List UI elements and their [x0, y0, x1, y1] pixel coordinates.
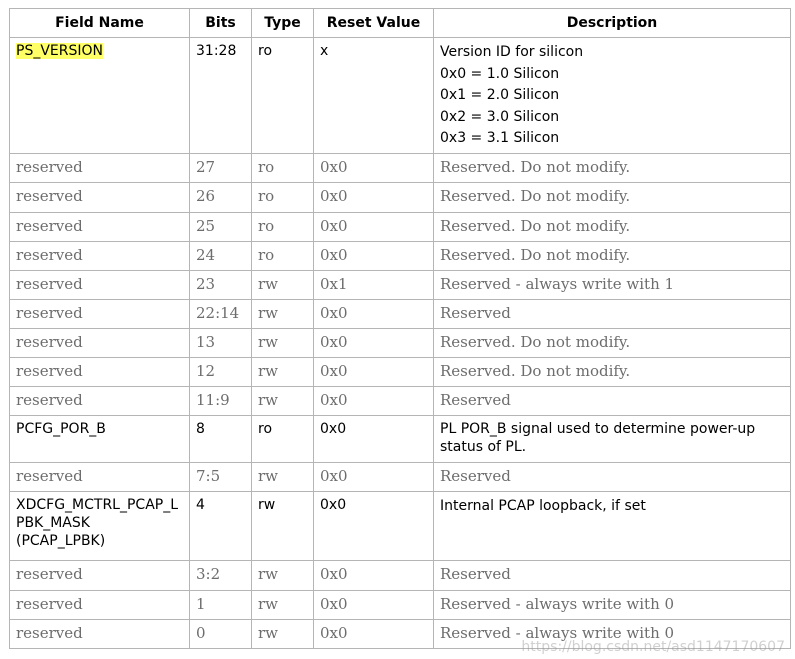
- field-name: reserved: [16, 623, 83, 642]
- header-reset-value: Reset Value: [314, 9, 434, 38]
- watermark-text: https://blog.csdn.net/asd1147170607: [521, 639, 785, 655]
- description-line: Internal PCAP loopback, if set: [440, 497, 646, 514]
- bits-cell: 11:9: [190, 386, 252, 415]
- field-name: XDCFG_MCTRL_PCAP_L: [16, 496, 179, 513]
- table-row: [10, 328, 791, 357]
- description-cell: [434, 328, 791, 357]
- type-cell: ro: [252, 241, 314, 270]
- bits-cell: 1: [190, 590, 252, 619]
- description-cell: [434, 38, 791, 154]
- type-cell: ro: [252, 38, 314, 154]
- description-cell: [434, 619, 791, 648]
- reset-value-cell: 0x0: [314, 212, 434, 241]
- description-line: Reserved. Do not modify.: [440, 361, 631, 380]
- description-line: 0x0 = 1.0 Silicon: [440, 65, 560, 82]
- field-name: reserved: [16, 216, 83, 235]
- description-line: Reserved. Do not modify.: [440, 157, 631, 176]
- description-cell: [434, 491, 791, 560]
- description-line: Reserved. Do not modify.: [440, 186, 631, 205]
- description-line: status of PL.: [440, 438, 527, 455]
- field-name-cell: [10, 560, 190, 590]
- field-name: PCFG_POR_B: [16, 420, 106, 437]
- bits-cell: 4: [190, 491, 252, 560]
- description-cell: [434, 560, 791, 590]
- field-name: reserved: [16, 332, 83, 351]
- table-row: [10, 270, 791, 299]
- type-cell: rw: [252, 462, 314, 491]
- description-line: Reserved. Do not modify.: [440, 245, 631, 264]
- table-row: [10, 357, 791, 386]
- field-name-cell: [10, 270, 190, 299]
- reset-value-cell: 0x0: [314, 182, 434, 212]
- bits-cell: 22:14: [190, 299, 252, 328]
- table-row: [10, 415, 791, 462]
- table-row: [10, 619, 791, 648]
- bits-cell: 12: [190, 357, 252, 386]
- bits-cell: 26: [190, 182, 252, 212]
- reset-value-cell: 0x0: [314, 153, 434, 182]
- field-name: reserved: [16, 303, 83, 322]
- table-row: [10, 153, 791, 182]
- description-cell: [434, 357, 791, 386]
- field-name-cell: [10, 241, 190, 270]
- bits-cell: 0: [190, 619, 252, 648]
- bits-cell: 3:2: [190, 560, 252, 590]
- table-row: [10, 241, 791, 270]
- field-name-cell: [10, 462, 190, 491]
- description-line: Reserved: [440, 303, 511, 322]
- reset-value-cell: 0x0: [314, 491, 434, 560]
- field-name: reserved: [16, 466, 83, 485]
- reset-value-cell: 0x0: [314, 299, 434, 328]
- field-name-cell: [10, 299, 190, 328]
- reset-value-cell: 0x0: [314, 560, 434, 590]
- header-description: Description: [434, 9, 791, 38]
- table-row: [10, 462, 791, 491]
- bits-cell: 23: [190, 270, 252, 299]
- description-line: Version ID for silicon: [440, 44, 584, 60]
- description-cell: [434, 212, 791, 241]
- field-name: reserved: [16, 245, 83, 264]
- header-bits: Bits: [190, 9, 252, 38]
- table-row: [10, 38, 791, 154]
- reset-value-cell: 0x0: [314, 328, 434, 357]
- description-line: Reserved. Do not modify.: [440, 332, 631, 351]
- description-cell: [434, 386, 791, 415]
- bits-cell: 7:5: [190, 462, 252, 491]
- type-cell: rw: [252, 299, 314, 328]
- field-name-cell: [10, 491, 190, 560]
- type-cell: rw: [252, 270, 314, 299]
- field-name-cell: [10, 212, 190, 241]
- reset-value-cell: 0x0: [314, 241, 434, 270]
- type-cell: ro: [252, 212, 314, 241]
- field-name: reserved: [16, 361, 83, 380]
- table-row: [10, 299, 791, 328]
- table-row: [10, 212, 791, 241]
- table-header-row: [10, 9, 791, 38]
- description-line: 0x3 = 3.1 Silicon: [440, 130, 560, 146]
- bits-cell: 25: [190, 212, 252, 241]
- bits-cell: 27: [190, 153, 252, 182]
- type-cell: rw: [252, 560, 314, 590]
- description-line: Reserved - always write with 0: [440, 594, 675, 613]
- description-line: 0x1 = 2.0 Silicon: [440, 87, 560, 103]
- register-field-table: [9, 8, 791, 649]
- description-cell: [434, 241, 791, 270]
- type-cell: rw: [252, 386, 314, 415]
- description-line: 0x2 = 3.0 Silicon: [440, 108, 560, 125]
- type-cell: ro: [252, 415, 314, 462]
- field-name: reserved: [16, 186, 83, 205]
- field-name: (PCAP_LPBK): [16, 532, 106, 549]
- description-line: Reserved: [440, 466, 511, 485]
- field-name: reserved: [16, 157, 83, 176]
- table-row: [10, 560, 791, 590]
- field-name-cell: [10, 153, 190, 182]
- field-name: reserved: [16, 594, 83, 613]
- reset-value-cell: 0x0: [314, 357, 434, 386]
- description-cell: [434, 270, 791, 299]
- description-line: Reserved. Do not modify.: [440, 216, 631, 235]
- type-cell: rw: [252, 590, 314, 619]
- description-line: Reserved - always write with 0: [440, 623, 675, 642]
- field-name-cell: [10, 182, 190, 212]
- reset-value-cell: 0x0: [314, 462, 434, 491]
- description-cell: [434, 415, 791, 462]
- description-line: Reserved: [440, 564, 511, 583]
- table-row: [10, 491, 791, 560]
- bits-cell: 24: [190, 241, 252, 270]
- description-line: Reserved - always write with 1: [440, 274, 675, 293]
- table-body: [10, 38, 791, 649]
- table-row: [10, 182, 791, 212]
- header-type: Type: [252, 9, 314, 38]
- field-name: reserved: [16, 274, 83, 293]
- type-cell: rw: [252, 328, 314, 357]
- reset-value-cell: 0x0: [314, 619, 434, 648]
- field-name: PBK_MASK: [16, 514, 90, 531]
- reset-value-cell: x: [314, 38, 434, 154]
- description-cell: [434, 462, 791, 491]
- field-name-cell: [10, 328, 190, 357]
- reset-value-cell: 0x0: [314, 590, 434, 619]
- reset-value-cell: 0x0: [314, 415, 434, 462]
- table-row: [10, 386, 791, 415]
- description-cell: [434, 153, 791, 182]
- description-cell: [434, 299, 791, 328]
- type-cell: ro: [252, 153, 314, 182]
- field-name-cell: [10, 590, 190, 619]
- bits-cell: 13: [190, 328, 252, 357]
- header-field-name: Field Name: [10, 9, 190, 38]
- field-name: [16, 42, 183, 60]
- description-cell: [434, 182, 791, 212]
- table-row: [10, 590, 791, 619]
- type-cell: rw: [252, 619, 314, 648]
- field-name-cell: [10, 386, 190, 415]
- reset-value-cell: 0x0: [314, 386, 434, 415]
- field-name-highlight: PS_VERSION: [16, 43, 103, 59]
- field-name-cell: [10, 619, 190, 648]
- field-name: reserved: [16, 390, 83, 409]
- bits-cell: 31:28: [190, 38, 252, 154]
- description-line: PL POR_B signal used to determine power-up: [440, 420, 756, 437]
- description-line: Reserved: [440, 390, 511, 409]
- type-cell: ro: [252, 182, 314, 212]
- field-name: reserved: [16, 564, 83, 583]
- field-name-cell: [10, 38, 190, 154]
- type-cell: rw: [252, 491, 314, 560]
- bits-cell: 8: [190, 415, 252, 462]
- field-name-cell: [10, 357, 190, 386]
- reset-value-cell: 0x1: [314, 270, 434, 299]
- field-name-cell: [10, 415, 190, 462]
- description-cell: [434, 590, 791, 619]
- type-cell: rw: [252, 357, 314, 386]
